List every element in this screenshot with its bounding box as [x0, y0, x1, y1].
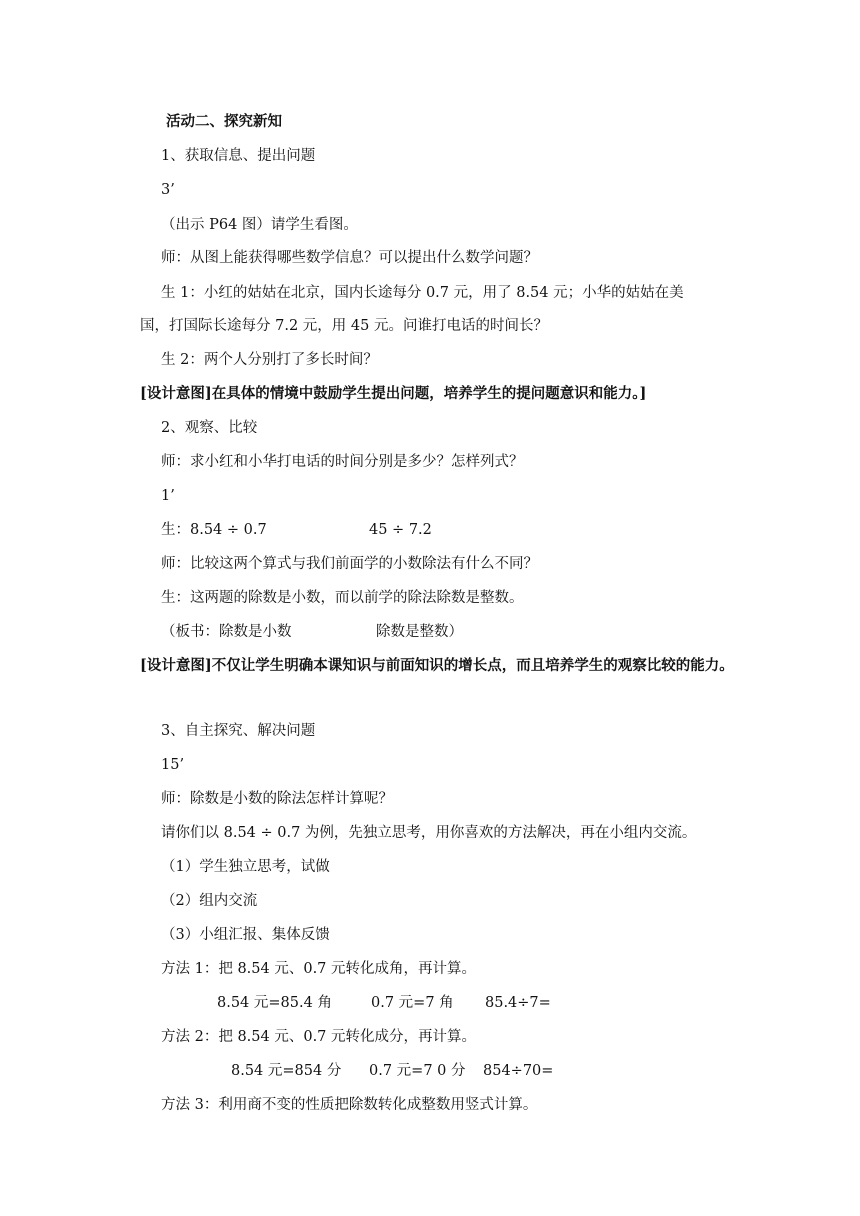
method-1-conversion-a: 8.54 元=85.4 角 [217, 995, 332, 1011]
subsection-title-2: 2、观察、比较 [161, 420, 258, 436]
subsection-title-1: 1、获取信息、提出问题 [161, 148, 316, 164]
board-note-left: （板书：除数是小数 [161, 624, 292, 640]
step-3: （3）小组汇报、集体反馈 [161, 927, 330, 943]
design-intent-2: [设计意图]不仅让学生明确本课知识与前面知识的增长点，而且培养学生的观察比较的能力。 [140, 657, 734, 674]
student-expression-label: 生： [161, 522, 190, 538]
method-2-conversion-a: 8.54 元=854 分 [231, 1063, 342, 1079]
paragraph-teacher-question-1: 师：从图上能获得哪些数学信息？可以提出什么数学问题？ [161, 250, 538, 266]
paragraph-teacher-question-2: 师：求小红和小华打电话的时间分别是多少？怎样列式？ [161, 454, 524, 470]
step-2: （2）组内交流 [161, 893, 258, 909]
time-note-3: 15’ [161, 757, 185, 773]
time-note-2: 1’ [161, 488, 175, 504]
method-1-conversion-b: 0.7 元=7 角 [371, 995, 454, 1011]
paragraph-teacher-question-4: 师：除数是小数的除法怎样计算呢？ [161, 791, 393, 807]
expression-1: 8.54 ÷ 0.7 [190, 522, 267, 538]
paragraph-student-1-line-1: 生 1：小红的姑姑在北京，国内长途每分 0.7 元，用了 8.54 元；小华的姑姑在美 [161, 285, 684, 301]
step-1: （1）学生独立思考，试做 [161, 859, 330, 875]
paragraph-teacher-question-3: 师：比较这两个算式与我们前面学的小数除法有什么不同？ [161, 556, 538, 572]
method-2: 方法 2：把 8.54 元、0.7 元转化成分，再计算。 [161, 1029, 477, 1045]
method-2-calculation: 854÷70= [483, 1063, 554, 1079]
design-intent-1: [设计意图]在具体的情境中鼓励学生提出问题，培养学生的提问题意识和能力。] [140, 385, 647, 402]
section-heading: 活动二、探究新知 [166, 113, 282, 130]
method-1-calculation: 85.4÷7= [485, 995, 551, 1011]
paragraph-student-answer-3: 生：这两题的除数是小数，而以前学的除法除数是整数。 [161, 590, 524, 606]
expression-2: 45 ÷ 7.2 [369, 522, 432, 538]
board-note-right: 除数是整数） [376, 624, 463, 640]
subsection-title-3: 3、自主探究、解决问题 [161, 723, 316, 739]
paragraph-show-picture: （出示 P64 图）请学生看图。 [161, 217, 358, 233]
paragraph-instruction: 请你们以 8.54 ÷ 0.7 为例，先独立思考，用你喜欢的方法解决，再在小组内交流。 [161, 825, 697, 841]
method-2-conversion-b: 0.7 元=7 0 分 [369, 1063, 466, 1079]
method-1: 方法 1：把 8.54 元、0.7 元转化成角，再计算。 [161, 961, 477, 977]
method-3: 方法 3：利用商不变的性质把除数转化成整数用竖式计算。 [161, 1097, 538, 1113]
paragraph-student-2: 生 2：两个人分别打了多长时间？ [161, 352, 378, 368]
paragraph-student-1-line-2: 国，打国际长途每分 7.2 元，用 45 元。问谁打电话的时间长？ [140, 318, 548, 334]
time-note-1: 3’ [161, 182, 175, 198]
